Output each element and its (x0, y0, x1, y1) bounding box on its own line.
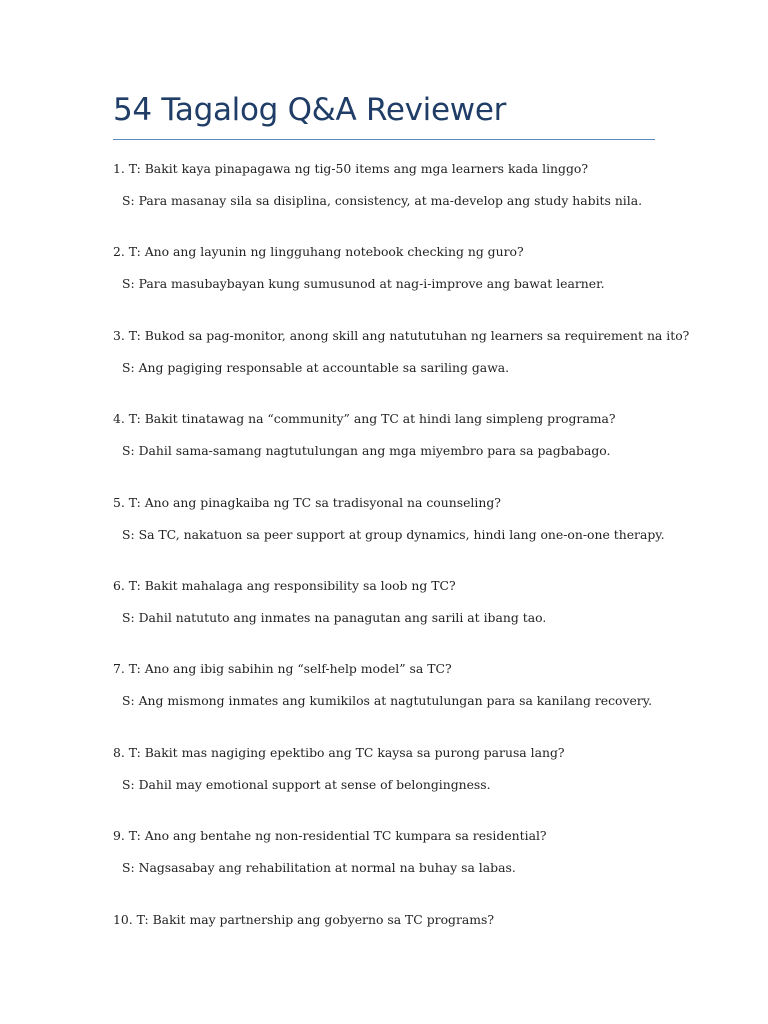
question-text: 4. T: Bakit tinatawag na “community” ang TC at hindi lang simpleng programa? (113, 411, 616, 427)
qa-item (113, 658, 673, 741)
answer-text: S: Ang mismong inmates ang kumikilos at nagtutulungan para sa kanilang recovery. (122, 693, 653, 709)
question-text: 8. T: Bakit mas nagiging epektibo ang TC kaysa sa purong parusa lang? (113, 744, 565, 760)
qa-list (113, 158, 690, 992)
question-text: 6. T: Bakit mahalaga ang responsibility sa loob ng TC? (113, 577, 456, 593)
qa-item (113, 825, 673, 908)
qa-item (113, 158, 673, 241)
answer-text: S: Para masubaybayan kung sumusunod at nag-i-improve ang bawat learner. (122, 276, 605, 292)
answer-text: S: Para masanay sila sa disiplina, consistency, at ma-develop ang study habits nila. (122, 193, 643, 208)
question-text: 9. T: Ano ang bentahe ng non-residential TC kumpara sa residential? (113, 828, 547, 844)
answer-text: S: Ang pagiging responsable at accountable sa sariling gawa. (122, 359, 510, 375)
answer-text: S: Dahil sama-samang nagtutulungan ang mga miyembro para sa pagbabago. (122, 443, 611, 459)
question-text: 2. T: Ano ang layunin ng lingguhang notebook checking ng guro? (113, 244, 524, 260)
answer-text: S: Sa TC, nakatuon sa peer support at group dynamics, hindi lang one-on-one therapy. (122, 526, 665, 542)
answer-text: S: Dahil natututo ang inmates na panagutan ang sarili at ibang tao. (122, 609, 547, 625)
qa-item (113, 325, 690, 408)
qa-item (113, 241, 673, 324)
document-title: 54 Tagalog Q&A Reviewer (113, 92, 507, 128)
title-underline (113, 139, 655, 140)
qa-item (113, 408, 673, 491)
qa-item (113, 909, 673, 992)
question-text: 7. T: Ano ang ibig sabihin ng “self-help model” sa TC? (113, 661, 452, 677)
question-text: 10. T: Bakit may partnership ang gobyerno sa TC programs? (113, 911, 495, 927)
qa-item (113, 742, 673, 825)
answer-text: S: Dahil may emotional support at sense of belongingness. (122, 776, 491, 792)
answer-text: S: Nagsasabay ang rehabilitation at normal na buhay sa labas. (122, 860, 516, 876)
question-text: 1. T: Bakit kaya pinapagawa ng tig-50 items ang mga learners kada linggo? (113, 161, 588, 176)
qa-item (113, 575, 673, 658)
question-text: 5. T: Ano ang pinagkaiba ng TC sa tradisyonal na counseling? (113, 494, 501, 510)
qa-item (113, 492, 673, 575)
question-text: 3. T: Bukod sa pag-monitor, anong skill ang natututuhan ng learners sa requirement na ito? (113, 327, 690, 343)
